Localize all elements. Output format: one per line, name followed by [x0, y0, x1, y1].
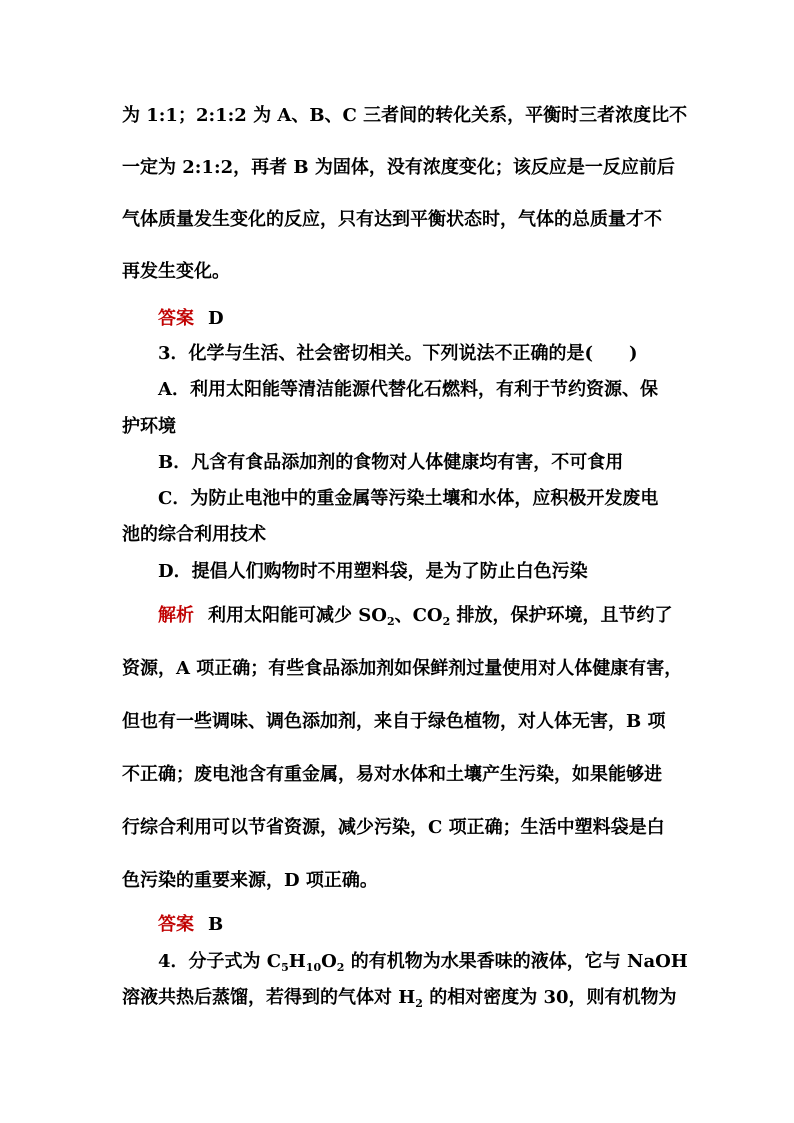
question-4-line-2-part-b: 的相对密度为 30，则有机物为	[422, 987, 677, 1008]
analysis-3-line-1-part-a: 利用太阳能可减少 SO	[208, 605, 387, 626]
analysis-3-line-1-part-c: 排放，保护环境，且节约了	[450, 605, 673, 626]
analysis-prev-line-2: 一定为 2:1:2，再者 B 为固体，没有浓度变化；该反应是一反应前后	[122, 157, 675, 178]
analysis-3-line-1	[158, 604, 794, 628]
answer-2-value: D	[208, 308, 224, 329]
analysis-3-line-1-sub-1: 2	[386, 615, 395, 628]
question-3-option-c-line-1: C．为防止电池中的重金属等污染土壤和水体，应积极开发废电	[158, 488, 659, 509]
analysis-3-label: 解析	[158, 605, 194, 626]
question-4-line-1-sub-1: 5	[281, 961, 289, 974]
question-4-line-2-part-a: 溶液共热后蒸馏，若得到的气体对 H	[122, 987, 416, 1008]
question-4-line-1-part-b: H	[288, 951, 306, 972]
analysis-3-line-2: 资源，A 项正确；有些食品添加剂如保鲜剂过量使用对人体健康有害，	[122, 658, 683, 679]
question-3-option-a-line-2: 护环境	[122, 416, 176, 437]
analysis-3-line-5: 行综合利用可以节省资源，减少污染，C 项正确；生活中塑料袋是白	[122, 817, 665, 838]
analysis-3-line-4: 不正确；废电池含有重金属，易对水体和土壤产生污染，如果能够进	[122, 764, 662, 785]
analysis-prev-line-3: 气体质量发生变化的反应，只有达到平衡状态时，气体的总质量才不	[122, 209, 662, 230]
answer-3	[158, 913, 794, 937]
answer-3-value: B	[208, 914, 224, 935]
question-3-stem: 3．化学与生活、社会密切相关。下列说法不正确的是( )	[158, 343, 638, 364]
question-4-line-1-part-c: O	[321, 951, 337, 972]
analysis-prev-line-4: 再发生变化。	[122, 261, 230, 282]
analysis-3-line-3: 但也有一些调味、调色添加剂，来自于绿色植物，对人体无害，B 项	[122, 711, 666, 732]
question-3-option-a-line-1: A．利用太阳能等清洁能源代替化石燃料，有利于节约资源、保	[158, 379, 658, 400]
analysis-prev-line-1: 为 1:1；2:1:2 为 A、B、C 三者间的转化关系，平衡时三者浓度比不	[122, 105, 688, 126]
answer-2	[158, 307, 794, 331]
question-4-line-1	[158, 950, 794, 974]
analysis-3-line-1-sub-2: 2	[442, 615, 451, 628]
question-3-option-d: D．提倡人们购物时不用塑料袋，是为了防止白色污染	[158, 561, 588, 582]
question-3-option-b: B．凡含有食品添加剂的食物对人体健康均有害，不可食用	[158, 452, 624, 473]
analysis-3-line-1-part-b: 、CO	[394, 605, 443, 626]
question-4-line-1-part-a: 4．分子式为 C	[158, 951, 282, 972]
answer-3-label: 答案	[158, 914, 194, 935]
question-4-line-1-part-d: 的有机物为水果香味的液体，它与 NaOH	[344, 951, 688, 972]
question-4-line-2	[122, 986, 794, 1010]
analysis-3-line-6: 色污染的重要来源，D 项正确。	[122, 870, 378, 891]
question-4-line-1-sub-2: 10	[305, 961, 322, 974]
answer-2-label: 答案	[158, 308, 194, 329]
question-4-line-1-sub-3: 2	[336, 961, 345, 974]
question-3-option-c-line-2: 池的综合利用技术	[122, 524, 266, 545]
question-4-line-2-sub: 2	[415, 997, 423, 1010]
